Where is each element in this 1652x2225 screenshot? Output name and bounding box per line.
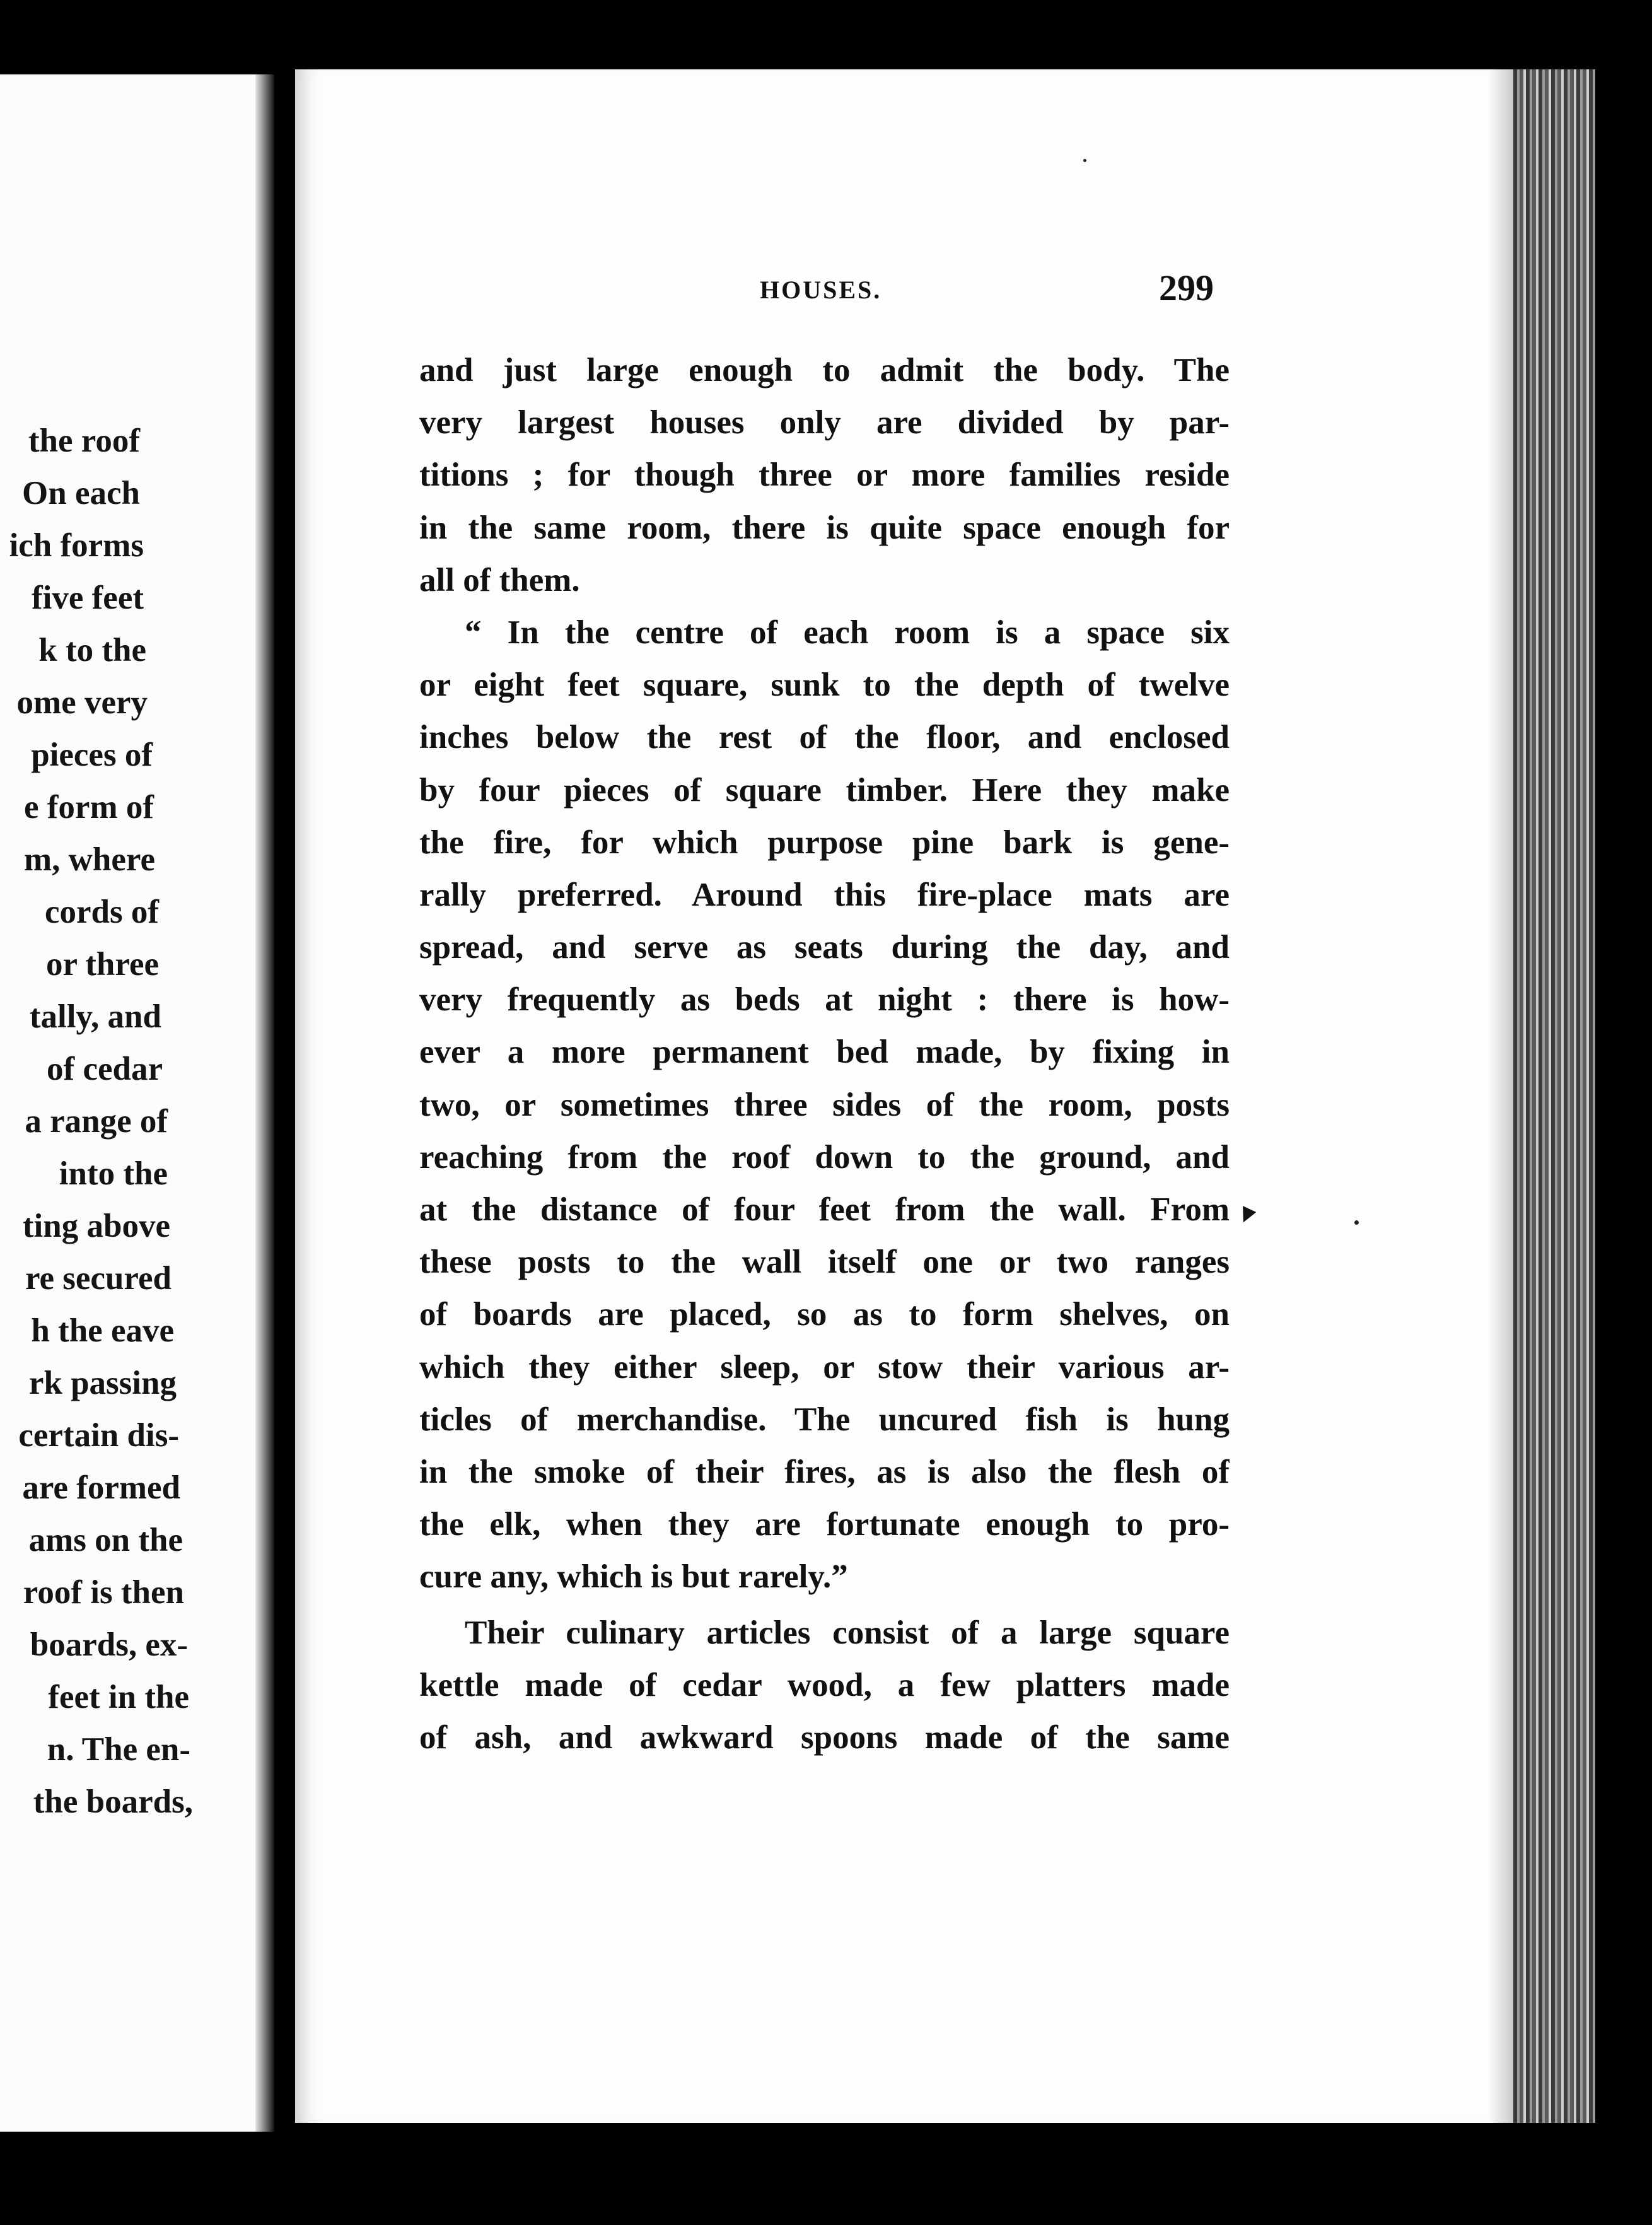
left-page-line: tally, and (29, 998, 161, 1035)
left-page-line: pieces of (31, 737, 153, 773)
left-page-line: feet in the (48, 1679, 189, 1715)
left-page-line: h the eave (31, 1312, 174, 1349)
left-page-line: rk passing (28, 1365, 177, 1401)
text-line: rally preferred. Around this fire-place mats are (419, 876, 1230, 913)
text-line: ever a more permanent bed made, by fixing in (419, 1034, 1230, 1071)
text-line: Their culinary articles consist of a large square (465, 1614, 1230, 1651)
text-line: or eight feet square, sunk to the depth of twelve (419, 667, 1230, 704)
ink-speck (1083, 159, 1086, 162)
left-page-line: boards, ex- (30, 1626, 188, 1663)
text-line: inches below the rest of the floor, and enclosed (419, 719, 1230, 756)
text-line: of ash, and awkward spoons made of the same (419, 1719, 1230, 1756)
text-line: at the distance of four feet from the wall. From (419, 1191, 1230, 1228)
text-line: very frequently as beds at night : there is how- (419, 981, 1230, 1019)
text-line: by four pieces of square timber. Here they make (419, 771, 1230, 809)
text-line: in the smoke of their fires, as is also the flesh of (419, 1453, 1230, 1490)
facing-page-left (0, 74, 265, 2132)
page-body (419, 344, 1230, 1764)
text-line: two, or sometimes three sides of the room, posts (419, 1086, 1230, 1123)
left-page-line: k to the (38, 632, 146, 669)
text-line: ticles of merchandise. The uncured fish is hung (419, 1401, 1230, 1438)
text-line: kettle made of cedar wood, a few platters made (419, 1666, 1230, 1703)
left-page-line: re secured (25, 1260, 172, 1297)
text-line: “ In the centre of each room is a space six (465, 614, 1230, 651)
text-line: in the same room, there is quite space enough for (419, 509, 1230, 546)
left-page-line: the roof (28, 423, 140, 459)
running-head: HOUSES. (760, 276, 882, 304)
margin-pointer-mark: ▼ (1230, 1196, 1265, 1233)
left-page-line: a range of (25, 1103, 168, 1140)
left-page-line: of cedar (47, 1051, 163, 1087)
text-line: reaching from the roof down to the ground, and (419, 1138, 1230, 1176)
left-page-line: or three (45, 946, 159, 983)
text-line: which they either sleep, or stow their various ar- (419, 1348, 1230, 1386)
left-page-line: certain dis- (18, 1417, 179, 1454)
text-line: the fire, for which purpose pine bark is gene- (419, 824, 1230, 861)
page-number: 299 (1159, 267, 1214, 308)
left-page-line: ams on the (28, 1522, 183, 1558)
left-page-line: ome very (16, 684, 148, 721)
left-page-line: cords of (44, 894, 159, 930)
text-line: cure any, which is but rarely.” (419, 1558, 848, 1596)
left-page-line: five feet (32, 580, 144, 616)
text-line: of boards are placed, so as to form shelves, on (419, 1296, 1230, 1333)
text-line: and just large enough to admit the body. The (419, 352, 1230, 388)
text-line: all of them. (419, 561, 580, 599)
text-line: these posts to the wall itself one or two ranges (419, 1244, 1230, 1281)
left-page-line: m, where (23, 841, 155, 878)
text-line: titions ; for though three or more families reside (419, 457, 1230, 494)
text-line: the elk, when they are fortunate enough to pro- (419, 1506, 1230, 1543)
text-line: very largest houses only are divided by par- (419, 404, 1230, 441)
left-page-line: roof is then (23, 1574, 184, 1611)
left-page-line: ting above (22, 1208, 170, 1244)
left-page-line: On each (22, 475, 140, 511)
book-gutter (255, 74, 274, 2132)
text-line: spread, and serve as seats during the day, and (419, 929, 1230, 966)
left-page-line: ich forms (9, 527, 144, 564)
left-page-line: are formed (22, 1469, 180, 1506)
left-page-line: into the (59, 1155, 168, 1192)
left-page-line: e form of (24, 789, 154, 826)
left-page-line: the boards, (33, 1784, 193, 1820)
page-stack-edges (1513, 69, 1595, 2123)
ink-speck (1354, 1220, 1359, 1225)
left-page-line: n. The en- (47, 1731, 190, 1768)
